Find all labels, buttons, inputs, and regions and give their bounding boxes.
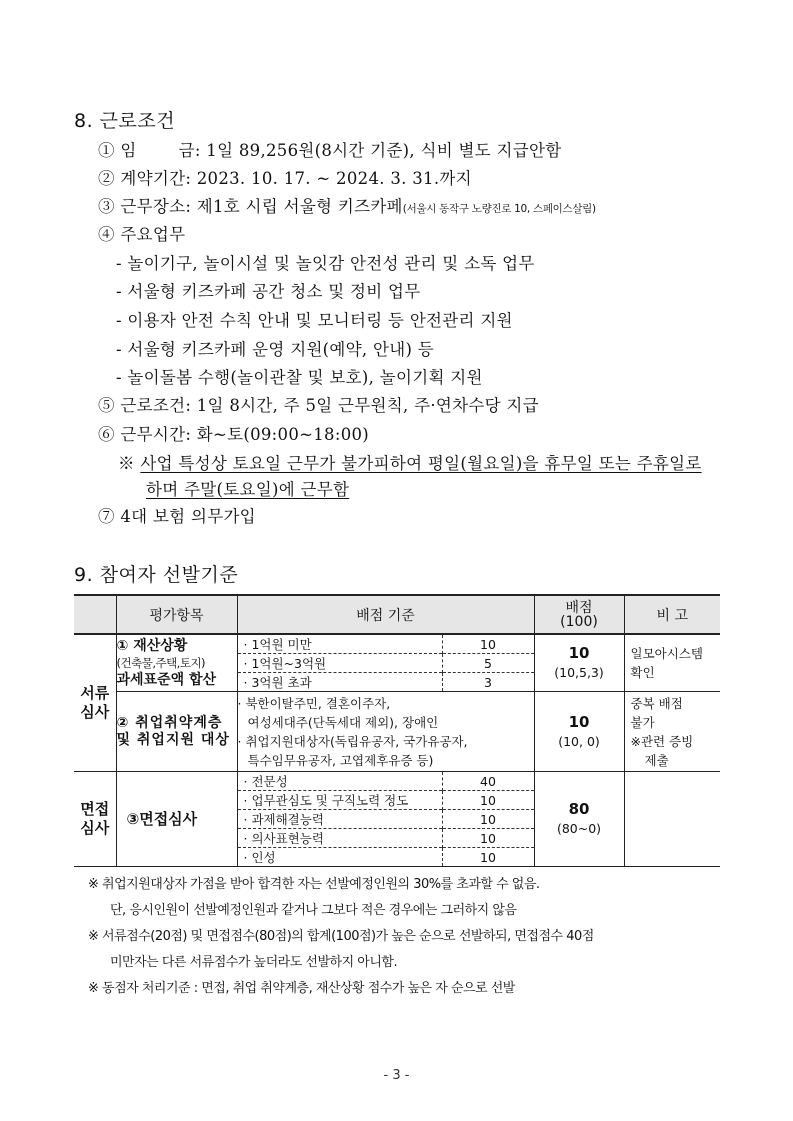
category-label: 면접 <box>80 800 110 818</box>
header-remarks: 비 고 <box>624 595 720 634</box>
header-score <box>534 595 624 634</box>
score-property <box>534 634 624 692</box>
condition-work-hours <box>98 421 369 445</box>
criteria-row <box>238 791 534 810</box>
duty-item: - 서울형 키즈카페 운영 지원(예약, 안내) 등 <box>116 340 434 359</box>
score-value: 80 <box>568 800 590 818</box>
condition-wage <box>98 137 562 161</box>
work-hours-note-cont <box>146 476 349 500</box>
scoring-criteria-vulnerable <box>237 692 534 772</box>
footnote: ※ 서류점수(20점) 및 면접점수(80점)의 합계(100점)가 높은 순으로 선발하되, 면접점수 40점 <box>88 929 594 944</box>
note-text: 하며 주말(토요일)에 근무함 <box>146 480 350 499</box>
item-number: ⑥ <box>98 425 115 444</box>
score-detail: (80~0) <box>556 821 602 836</box>
item-value: 화~토(09:00~18:00) <box>196 425 370 444</box>
remark-text: 제출 <box>644 752 669 768</box>
remark-text: 중복 배점 <box>630 695 683 711</box>
criteria-text: 여성세대주(단독세대 제외), 장애인 <box>247 714 439 730</box>
page-number: - 3 - <box>383 1068 410 1083</box>
score-detail: (10, 0) <box>558 733 600 749</box>
criteria-label: · 업무관심도 및 구직노력 정도 <box>238 791 443 810</box>
remark-text: 일모아시스템 <box>630 646 703 661</box>
table-row <box>74 692 720 772</box>
item-number: ① <box>98 141 115 160</box>
item-value: 1일 89,256원(8시간 기준), 식비 별도 지급안함 <box>206 141 562 160</box>
criteria-points: 10 <box>442 635 534 654</box>
work-hours-note <box>118 450 702 474</box>
item-label: 근무장소: <box>120 197 192 216</box>
score-value: 10 <box>568 644 590 662</box>
duty-item: - 놀이돌봄 수행(놀이관찰 및 보호), 놀이기획 지원 <box>116 368 483 387</box>
section-title-selection-criteria: 9. 참여자 선발기준 <box>74 564 239 586</box>
item-number: ② <box>98 169 115 188</box>
criteria-points: 10 <box>442 848 534 867</box>
duty-item: - 서울형 키즈카페 공간 청소 및 정비 업무 <box>116 282 421 301</box>
category-document-review <box>74 634 116 772</box>
criteria-text: · 북한이탈주민, 결혼이주자, <box>237 695 391 711</box>
category-interview <box>74 772 116 867</box>
header-eval-item: 평가항목 <box>116 595 237 634</box>
item-number: ③ <box>98 197 115 216</box>
footnote: ※ 동점자 처리기준 : 면접, 취업 취약계층, 재산상황 점수가 높은 자 순으로 선발 <box>88 981 515 996</box>
condition-workplace <box>98 193 596 217</box>
criteria-row <box>238 673 534 692</box>
remark-interview <box>624 772 720 867</box>
criteria-row <box>238 654 534 673</box>
score-value: 10 <box>568 712 590 731</box>
criteria-points: 5 <box>442 654 534 673</box>
table-row <box>74 634 720 692</box>
header-score-label: 배점 <box>565 599 593 616</box>
criteria-row <box>238 829 534 848</box>
eval-item-property <box>116 634 237 692</box>
score-vulnerable <box>534 692 624 772</box>
criteria-label: · 1억원~3억원 <box>238 654 443 673</box>
score-detail: (10,5,3) <box>554 665 604 680</box>
table-row <box>74 772 720 867</box>
category-label: 서류 <box>80 684 110 702</box>
item-value: 1일 8시간, 주 5일 근무원칙, 주·연차수당 지급 <box>196 396 539 415</box>
criteria-row <box>238 848 534 867</box>
condition-contract-period <box>98 165 472 189</box>
item-number: ⑤ <box>98 396 115 415</box>
item-label: 근로조건: <box>120 396 192 415</box>
criteria-label: · 과제해결능력 <box>238 810 443 829</box>
footnote: ※ 취업지원대상자 가점을 받아 합격한 자는 선발예정인원의 30%를 초과할 수 없음. <box>88 877 540 892</box>
duty-item: - 이용자 안전 수칙 안내 및 모니터링 등 안전관리 지원 <box>116 311 513 330</box>
note-mark: ※ <box>118 454 135 473</box>
criteria-text: 특수임무유공자, 고엽제후유증 등) <box>247 752 434 768</box>
header-scoring-criteria: 배점 기준 <box>237 595 534 634</box>
criteria-row <box>238 810 534 829</box>
eval-item-title: 과세표준액 합산 <box>116 671 217 688</box>
selection-criteria-table <box>74 594 720 867</box>
criteria-label: · 전문성 <box>243 774 288 789</box>
table-header-row <box>74 595 720 634</box>
criteria-points: 40 <box>442 772 534 791</box>
remark-vulnerable <box>624 692 720 772</box>
criteria-text: · 취업지원대상자(독립유공자, 국가유공자, <box>237 733 468 749</box>
item-label: 계약기간: <box>120 169 192 188</box>
criteria-label: · 1억원 미만 <box>243 637 312 652</box>
condition-insurance <box>98 503 256 527</box>
workplace-address: (서울시 동작구 노량진로 10, 스페이스살림) <box>402 203 596 215</box>
criteria-row <box>238 772 534 791</box>
category-label: 심사 <box>80 703 110 721</box>
item-label: 임 <box>120 141 137 160</box>
remark-property <box>624 634 720 692</box>
criteria-points: 10 <box>442 829 534 848</box>
item-label: 주요업무 <box>120 225 186 244</box>
item-label: 근무시간: <box>120 425 192 444</box>
criteria-points: 3 <box>442 673 534 692</box>
scoring-criteria-interview <box>237 772 534 867</box>
scoring-criteria-property <box>237 634 534 692</box>
criteria-label: · 인성 <box>238 848 443 867</box>
eval-item-title: ② 취업취약계층 <box>116 714 223 731</box>
criteria-points: 10 <box>442 810 534 829</box>
eval-item-title: 및 취업지원 대상 <box>116 731 230 748</box>
footnote-cont: 미만자는 다른 서류점수가 높더라도 선발하지 아니함. <box>110 955 398 970</box>
header-category <box>74 595 116 634</box>
condition-work-terms <box>98 392 539 416</box>
item-label: 4대 보험 의무가입 <box>120 507 256 526</box>
item-value: 2023. 10. 17. ~ 2024. 3. 31.까지 <box>196 169 472 188</box>
item-value: 제1호 시립 서울형 키즈카페 <box>196 197 403 216</box>
item-number: ⑦ <box>98 507 115 526</box>
eval-item-subtitle: (건축물,주택,토지) <box>116 655 206 670</box>
remark-text: 불가 <box>630 714 655 730</box>
item-label: 금: <box>178 141 201 160</box>
criteria-points: 10 <box>442 791 534 810</box>
section-title-working-conditions: 8. 근로조건 <box>74 110 176 132</box>
category-label: 심사 <box>80 819 110 837</box>
score-interview <box>534 772 624 867</box>
eval-item-vulnerable <box>116 692 237 772</box>
header-score-total: (100) <box>560 613 598 630</box>
remark-text: 확인 <box>630 665 655 680</box>
eval-item-title: ① 재산상황 <box>116 637 188 654</box>
criteria-label: · 의사표현능력 <box>238 829 443 848</box>
footnote-cont: 단, 응시인원이 선발예정인원과 같거나 그보다 적은 경우에는 그러하지 않음 <box>110 903 517 918</box>
criteria-label: · 3억원 초과 <box>238 673 443 692</box>
remark-text: ※관련 증빙 <box>630 733 694 749</box>
criteria-subtable <box>238 772 534 866</box>
eval-item-interview: ③면접심사 <box>116 772 237 867</box>
item-number: ④ <box>98 225 115 244</box>
note-text: 사업 특성상 토요일 근무가 불가피하여 평일(월요일)을 휴무일 또는 주휴일로 <box>140 454 702 473</box>
criteria-subtable <box>238 635 534 691</box>
duty-item: - 놀이기구, 놀이시설 및 놀잇감 안전성 관리 및 소독 업무 <box>116 254 535 273</box>
condition-main-duties <box>98 221 185 245</box>
criteria-row <box>238 635 534 654</box>
